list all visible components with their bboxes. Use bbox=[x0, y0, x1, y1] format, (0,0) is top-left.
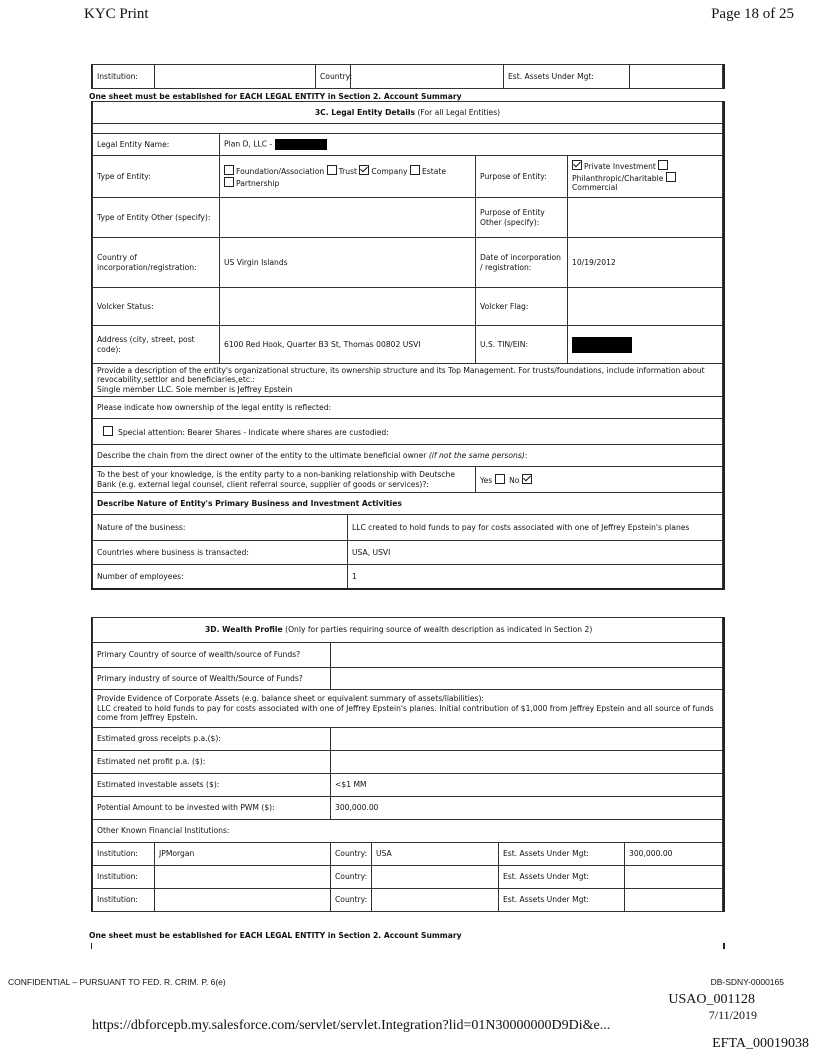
primary-country-value bbox=[331, 643, 723, 668]
other-financial-institutions-label: Other Known Financial Institutions: bbox=[93, 820, 723, 843]
address-label: Address (city, street, post code): bbox=[93, 326, 220, 364]
countries-transacted-label: Countries where business is transacted: bbox=[93, 541, 348, 565]
type-of-entity-label: Type of Entity: bbox=[93, 156, 220, 198]
corporate-assets-evidence: Provide Evidence of Corporate Assets (e.g. balance sheet or equivalent summary of assets/liabilities): LLC created to hold funds to pay for costs associated with one of Jeffrey Epstein's planes. Initial contribution of $1,000 from Jeffrey Epstein and all source of funds come from Jeffrey Epstein. bbox=[93, 690, 723, 728]
date-incorporation-label: Date of incorporation / registration: bbox=[476, 238, 568, 288]
potential-amount-value: 300,000.00 bbox=[331, 797, 723, 820]
institution-country bbox=[372, 889, 499, 912]
section-3c-legal-entity-details bbox=[91, 101, 725, 590]
bates-number: DB-SDNY-0000165 bbox=[710, 977, 784, 987]
employees-label: Number of employees: bbox=[93, 565, 348, 589]
print-header-title: KYC Print bbox=[84, 6, 149, 22]
primary-industry-label: Primary industry of source of Wealth/Source of Funds? bbox=[93, 668, 331, 690]
section-3c-title: 3C. Legal Entity Details (For all Legal Entities) bbox=[93, 102, 723, 124]
type-other-value bbox=[220, 198, 476, 238]
source-url: https://dbforcepb.my.salesforce.com/servlet/servlet.Integration?lid=01N30000000D9Di&e... bbox=[92, 1018, 611, 1033]
nature-of-business-value: LLC created to hold funds to pay for costs associated with one of Jeffrey Epstein's planes bbox=[348, 515, 723, 541]
private-investment-checkbox[interactable] bbox=[572, 160, 582, 170]
efta-number: EFTA_00019038 bbox=[712, 1036, 809, 1051]
bearer-shares-row: Special attention: Bearer Shares - Indicate where shares are custodied: bbox=[93, 419, 723, 445]
type-of-entity-options: Foundation/Association Trust Company Estate Partnership bbox=[220, 156, 476, 198]
institution-country: USA bbox=[372, 843, 499, 866]
section-3d-title: 3D. Wealth Profile (Only for parties requiring source of wealth description as indicated in Section 2) bbox=[93, 618, 723, 643]
table-continuation-edge bbox=[91, 943, 725, 949]
country-label: Country: bbox=[316, 65, 351, 89]
net-profit-label: Estimated net profit p.a. ($): bbox=[93, 751, 331, 774]
primary-industry-value bbox=[331, 668, 723, 690]
institution-name bbox=[155, 866, 331, 889]
institution-row: Institution: Country: Est. Assets Under Mgt: bbox=[93, 889, 723, 912]
purpose-other-label: Purpose of Entity Other (specify): bbox=[476, 198, 568, 238]
institution-name bbox=[155, 889, 331, 912]
no-checkbox[interactable] bbox=[522, 474, 532, 484]
bearer-shares-checkbox[interactable] bbox=[103, 426, 113, 436]
investable-assets-value: <$1 MM bbox=[331, 774, 723, 797]
institution-country bbox=[372, 866, 499, 889]
assets-label: Est. Assets Under Mgt: bbox=[504, 65, 630, 89]
ownership-prompt: Please indicate how ownership of the legal entity is reflected: bbox=[93, 397, 723, 419]
legal-entity-note-bottom: One sheet must be established for EACH LEGAL ENTITY in Section 2. Account Summary bbox=[89, 931, 462, 940]
usao-stamp: USAO_001128 bbox=[668, 992, 755, 1007]
trust-checkbox[interactable] bbox=[327, 165, 337, 175]
tin-value bbox=[568, 326, 723, 364]
legal-entity-name-label: Legal Entity Name: bbox=[93, 134, 220, 156]
institution-name: JPMorgan bbox=[155, 843, 331, 866]
volcker-status-value bbox=[220, 288, 476, 326]
purpose-of-entity-options: Private Investment Philanthropic/Charitable Commercial bbox=[568, 156, 723, 198]
address-value: 6100 Red Hook, Quarter B3 St, Thomas 00802 USVI bbox=[220, 326, 476, 364]
partnership-checkbox[interactable] bbox=[224, 177, 234, 187]
country-incorporation-label: Country of incorporation/registration: bbox=[93, 238, 220, 288]
confidential-notice: CONFIDENTIAL – PURSUANT TO FED. R. CRIM. P. 6(e) bbox=[8, 977, 226, 987]
nature-of-business-label: Nature of the business: bbox=[93, 515, 348, 541]
institution-assets bbox=[625, 889, 723, 912]
company-checkbox[interactable] bbox=[359, 165, 369, 175]
investable-assets-label: Estimated investable assets ($): bbox=[93, 774, 331, 797]
institution-row: Institution: Country: Est. Assets Under Mgt: bbox=[93, 866, 723, 889]
country-value bbox=[351, 65, 504, 89]
yes-checkbox[interactable] bbox=[495, 474, 505, 484]
purpose-of-entity-label: Purpose of Entity: bbox=[476, 156, 568, 198]
legal-entity-name-value: Plan D, LLC - bbox=[220, 134, 723, 156]
tin-label: U.S. TIN/EIN: bbox=[476, 326, 568, 364]
institution-label: Institution: bbox=[93, 65, 155, 89]
redaction-block bbox=[572, 337, 632, 353]
primary-country-label: Primary Country of source of wealth/source of Funds? bbox=[93, 643, 331, 668]
volcker-flag-value bbox=[568, 288, 723, 326]
estate-checkbox[interactable] bbox=[410, 165, 420, 175]
section-3d-wealth-profile bbox=[91, 617, 725, 912]
date-incorporation-value: 10/19/2012 bbox=[568, 238, 723, 288]
institution-value bbox=[155, 65, 316, 89]
country-incorporation-value: US Virgin Islands bbox=[220, 238, 476, 288]
institution-row: Institution: JPMorgan Country: USA Est. Assets Under Mgt: 300,000.00 bbox=[93, 843, 723, 866]
non-banking-relationship-answer: Yes No bbox=[476, 467, 723, 493]
countries-transacted-value: USA, USVI bbox=[348, 541, 723, 565]
volcker-flag-label: Volcker Flag: bbox=[476, 288, 568, 326]
ownership-chain-prompt: Describe the chain from the direct owner of the entity to the ultimate beneficial owner (if not the same persons): bbox=[93, 445, 723, 467]
gross-receipts-label: Estimated gross receipts p.a.($): bbox=[93, 728, 331, 751]
page-number: Page 18 of 25 bbox=[711, 6, 794, 22]
redaction-block bbox=[275, 139, 327, 150]
structure-description: Provide a description of the entity's organizational structure, its ownership structure and its Top Management. For trusts/foundations, include information about revocability,settlor and beneficiaries,etc.: Single member LLC. Sole member is Jeffrey Epstein bbox=[93, 364, 723, 397]
non-banking-relationship-prompt: To the best of your knowledge, is the entity party to a non-banking relationship with Deutsche Bank (e.g. external legal counsel, client referral source, supplier of goods or services)?: bbox=[93, 467, 476, 493]
gross-receipts-value bbox=[331, 728, 723, 751]
commercial-checkbox[interactable] bbox=[666, 172, 676, 182]
philanthropic-checkbox[interactable] bbox=[658, 160, 668, 170]
assets-value bbox=[630, 65, 723, 89]
institution-assets: 300,000.00 bbox=[625, 843, 723, 866]
institution-assets bbox=[625, 866, 723, 889]
volcker-status-label: Volcker Status: bbox=[93, 288, 220, 326]
nature-of-business-heading: Describe Nature of Entity's Primary Business and Investment Activities bbox=[93, 493, 723, 515]
foundation-checkbox[interactable] bbox=[224, 165, 234, 175]
legal-entity-note: One sheet must be established for EACH LEGAL ENTITY in Section 2. Account Summary bbox=[89, 92, 462, 101]
employees-value: 1 bbox=[348, 565, 723, 589]
type-other-label: Type of Entity Other (specify): bbox=[93, 198, 220, 238]
previous-institution-row bbox=[91, 64, 725, 89]
net-profit-value bbox=[331, 751, 723, 774]
potential-amount-label: Potential Amount to be invested with PWM ($): bbox=[93, 797, 331, 820]
purpose-other-value bbox=[568, 198, 723, 238]
print-date: 7/11/2019 bbox=[708, 1008, 757, 1022]
